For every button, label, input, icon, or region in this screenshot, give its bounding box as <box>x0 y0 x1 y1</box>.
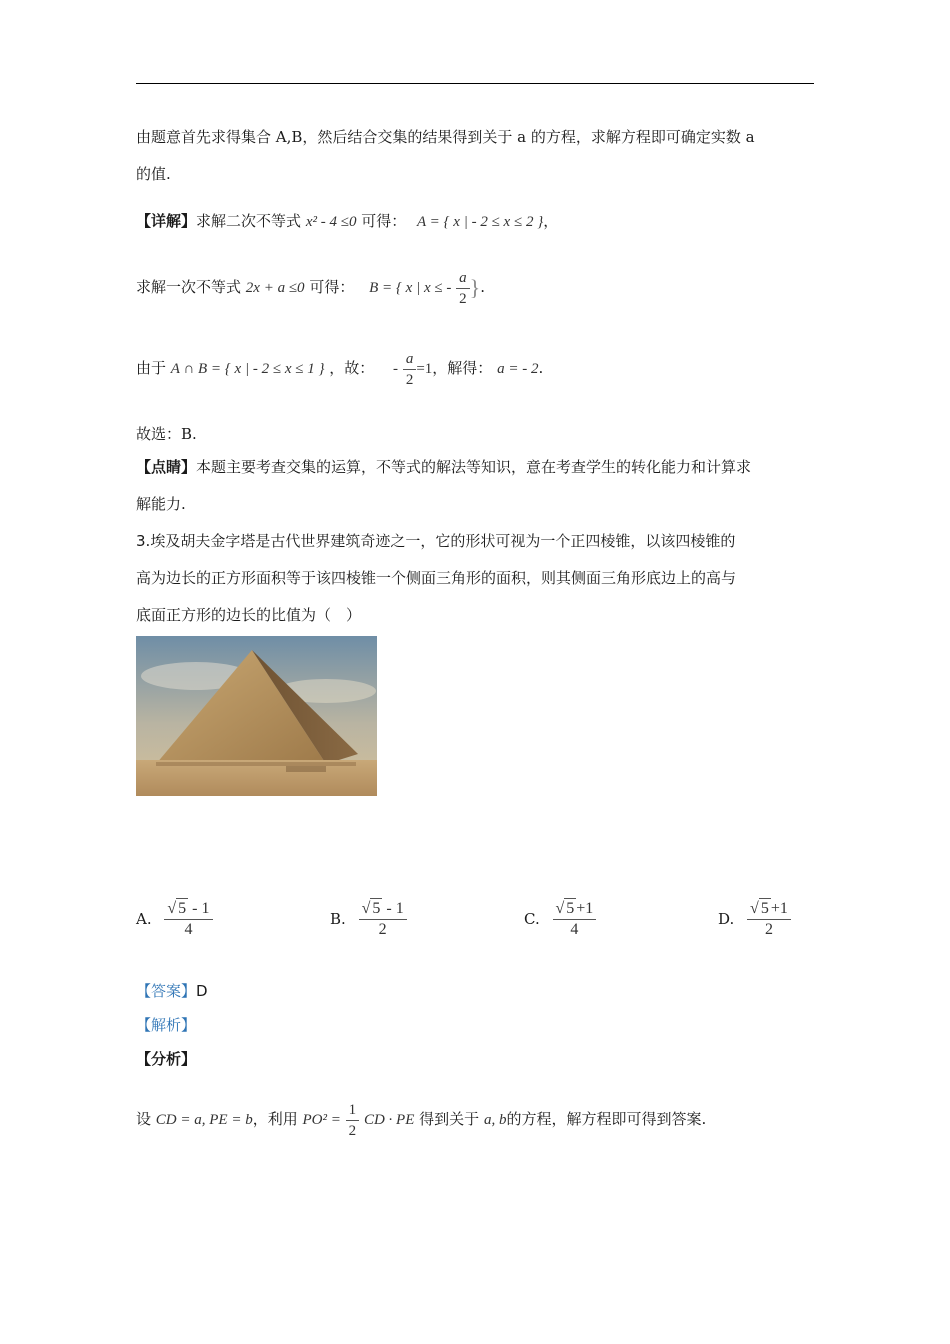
option-c-radicand: 5 <box>566 900 575 917</box>
option-c-fraction: $\frac{√ 5 +1}{4}$ <box>553 898 597 940</box>
answer-tag: 【答案】 <box>136 982 197 1000</box>
linear-text: 求解一次不等式 <box>136 278 242 296</box>
detail-line <box>136 210 558 233</box>
eq-minus: - <box>393 361 399 377</box>
inequality-1: x² - 4 ≤0 <box>305 214 357 230</box>
option-d[interactable] <box>718 898 791 940</box>
option-d-op: +1 <box>770 900 788 917</box>
get-text-2: 可得： <box>309 278 355 296</box>
option-c[interactable] <box>524 898 596 940</box>
eq-right: =1 <box>416 361 433 377</box>
analysis-tag: 【分析】 <box>136 1050 197 1068</box>
use-text: ，利用 <box>252 1110 298 1128</box>
set-b-den: 2 <box>459 290 467 307</box>
option-d-radicand: 5 <box>760 900 769 917</box>
intersection-expr: A ∩ B = { x | - 2 ≤ x ≤ 1 } <box>170 361 325 377</box>
get-text-1: 可得： <box>361 212 407 230</box>
linear-line <box>136 262 485 313</box>
formula-den: 2 <box>348 1122 357 1139</box>
comma-1: ， <box>543 212 559 230</box>
option-d-fraction: $\frac{√ 5 +1}{2}$ <box>747 898 791 940</box>
formula-num: 1 <box>346 1100 360 1121</box>
option-b-label: B. <box>330 910 346 928</box>
comment-line-1 <box>136 456 751 478</box>
choice-line: 故选：B. <box>136 425 197 443</box>
question-number: 3. <box>136 532 151 550</box>
question-3-line-3: 底面正方形的边长的比值为（ ） <box>136 606 362 624</box>
answer-value: D <box>196 982 208 1000</box>
set-vars: CD = a, PE = b <box>155 1112 253 1128</box>
vars-ab: a, b <box>483 1112 507 1128</box>
period-2: . <box>538 359 544 377</box>
option-b-radicand: 5 <box>372 900 381 917</box>
header-rule <box>136 83 814 84</box>
pyramid-photo <box>136 636 377 796</box>
comment-text-1: 本题主要考查交集的运算，不等式的解法等知识，意在考查学生的转化能力和计算求 <box>196 458 752 476</box>
intersection-line <box>136 343 543 394</box>
option-c-den: 4 <box>570 921 579 938</box>
option-d-label: D. <box>718 910 735 928</box>
analysis-line-2: 的值. <box>136 165 171 183</box>
eq-fraction <box>403 349 417 390</box>
set-b-left: B = { x | x ≤ - <box>369 280 452 296</box>
option-a-fraction: $\frac{√ 5 - 1}{4}$ <box>164 898 212 940</box>
option-d-den: 2 <box>764 921 773 938</box>
option-b-den: 2 <box>378 921 387 938</box>
option-a-den: 4 <box>184 921 193 938</box>
final-analysis-line <box>136 1094 706 1145</box>
set-a: A = { x | - 2 ≤ x ≤ 2 } <box>417 214 544 230</box>
result-expr: a = - 2 <box>497 361 539 377</box>
question-text-1: 埃及胡夫金字塔是古代世界建筑奇迹之一，它的形状可视为一个正四棱锥，以该四棱锥的 <box>150 532 736 550</box>
period-1: . <box>480 278 485 296</box>
option-a[interactable] <box>136 898 213 940</box>
option-c-op: +1 <box>576 900 594 917</box>
option-a-label: A. <box>136 910 152 928</box>
set-b-num: a <box>456 268 470 289</box>
formula-fraction <box>346 1100 360 1141</box>
get-text: 得到关于 <box>419 1110 480 1128</box>
detail-text: 求解二次不等式 <box>196 212 302 230</box>
option-b[interactable] <box>330 898 407 940</box>
tail-text: 的方程，解方程即可得到答案. <box>506 1110 707 1128</box>
set-b-right: } <box>469 275 481 300</box>
formula-right: CD · PE <box>363 1112 415 1128</box>
inequality-2: 2x + a ≤0 <box>245 280 305 296</box>
set-b-fraction <box>456 268 470 309</box>
option-a-op: - 1 <box>192 900 210 917</box>
solve-text: ，解得： <box>432 359 493 377</box>
eq-num: a <box>403 349 417 370</box>
option-b-fraction: $\frac{√ 5 - 1}{2}$ <box>359 898 407 940</box>
parse-tag: 【解析】 <box>136 1016 197 1034</box>
set-text: 设 <box>136 1110 152 1128</box>
question-3-line-1 <box>136 530 735 552</box>
answer-line <box>136 980 208 1002</box>
eq-den: 2 <box>405 371 414 388</box>
analysis-line-1: 由题意首先求得集合 A,B，然后结合交集的结果得到关于 a 的方程，求解方程即可确定实数 a <box>136 128 755 146</box>
detail-tag: 【详解】 <box>136 212 197 230</box>
option-c-label: C. <box>524 910 540 928</box>
so-text: ，故： <box>329 359 375 377</box>
option-a-radicand: 5 <box>178 900 187 917</box>
comment-tag: 【点睛】 <box>136 458 197 476</box>
comment-line-2: 解能力. <box>136 495 186 513</box>
option-b-op: - 1 <box>386 900 404 917</box>
formula-left: PO² = <box>302 1112 341 1128</box>
since-text: 由于 <box>136 359 167 377</box>
question-3-line-2: 高为边长的正方形面积等于该四棱锥一个侧面三角形的面积，则其侧面三角形底边上的高与 <box>136 569 737 587</box>
